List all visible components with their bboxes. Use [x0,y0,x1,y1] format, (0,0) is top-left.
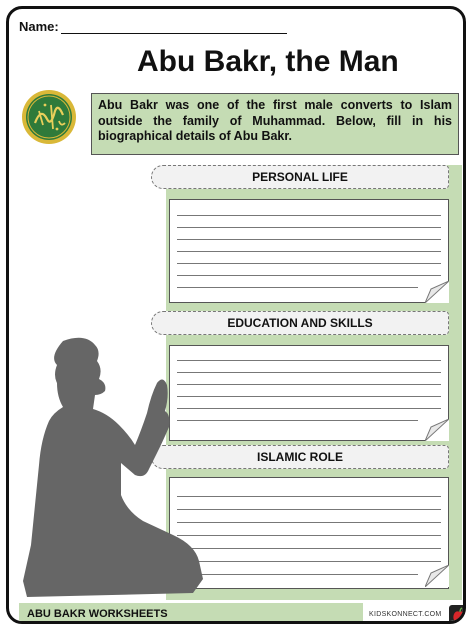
writing-line [177,275,441,276]
apple-icon [449,605,466,624]
writing-line [177,263,441,264]
footer-worksheet-label: ABU BAKR WORKSHEETS [19,603,363,624]
writing-line [177,239,441,240]
page-curl-icon [425,565,449,587]
intro-text: Abu Bakr was one of the first male converts to Islam outside the family of Muhammad. Below, fill in his biographical details of Abu Bakr. [91,93,459,155]
section-tab-education-skills: EDUCATION AND SKILLS [151,311,449,335]
writing-line [177,227,441,228]
page-title: Abu Bakr, the Man [137,45,399,78]
section-tab-personal-life: PERSONAL LIFE [151,165,449,189]
page-curl-icon [425,281,449,303]
name-label: Name: [19,19,59,34]
worksheet-frame [6,6,466,624]
writing-line [177,287,418,288]
praying-man-silhouette [23,335,223,601]
page-curl-icon [425,419,449,441]
writing-line [177,215,441,216]
writing-line [177,251,441,252]
name-field-line[interactable] [61,33,287,34]
section-tab-islamic-role: ISLAMIC ROLE [151,445,449,469]
footer-site-link[interactable]: KIDSKONNECT.COM [369,611,442,618]
calligraphy-seal-icon [21,89,77,145]
answer-box-personal-life[interactable] [169,199,449,303]
